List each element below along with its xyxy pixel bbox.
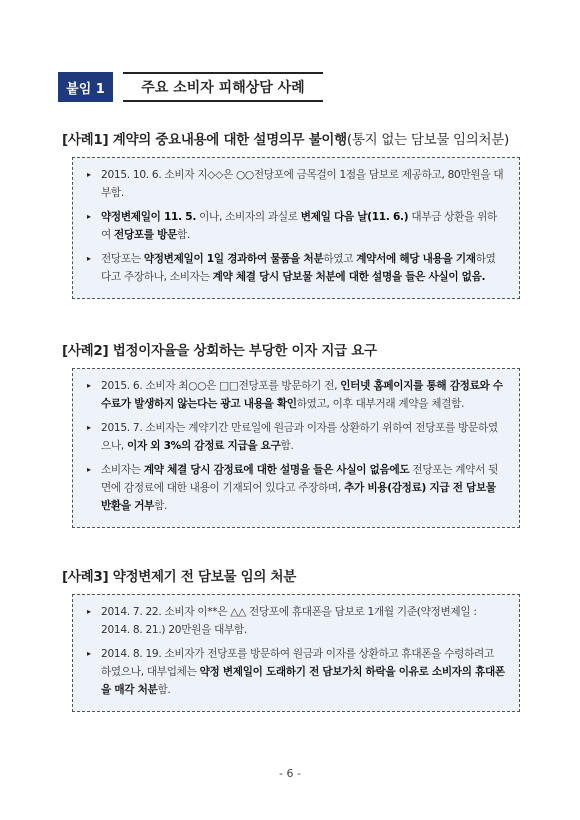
list-item — [87, 645, 505, 699]
appendix-tag: 붙임 1 — [58, 72, 113, 102]
case-box — [72, 368, 520, 528]
plain-text: 하였다고 주장하나, 소비자는 — [101, 253, 496, 283]
bullet-icon: ▸ — [87, 649, 91, 658]
emphasis-text: 약정변제일이 11. 5. — [101, 211, 197, 223]
emphasis-text: 전당포를 방문 — [114, 229, 178, 241]
list-item — [87, 208, 505, 244]
appendix-title: 주요 소비자 피해상담 사례 — [123, 72, 323, 102]
item-text — [101, 603, 505, 639]
plain-text: 하였고, 이후 대부거래 계약을 체결함. — [296, 398, 465, 410]
plain-text: 전당포는 — [101, 253, 144, 265]
case-1 — [62, 128, 532, 299]
emphasis-text: 약정 변제일이 도래하기 전 담보가치 하락을 이유로 소비자의 휴대폰을 매각 처분 — [101, 666, 505, 696]
item-text — [101, 166, 505, 202]
plain-text: 함. — [157, 684, 171, 696]
plain-text: 함. — [154, 500, 168, 512]
page-number: - 6 - — [279, 767, 301, 780]
plain-text: 소비자는 — [101, 464, 144, 476]
item-text — [101, 419, 505, 455]
plain-text: 전당포는 계약서 뒷면에 감정료에 대한 내용이 기재되어 있다고 주장하며, — [101, 464, 498, 494]
plain-text: 2015. 10. 6. 소비자 지◇◇은 ○○전당포에 금목걸이 1점을 담보로 제공하고, 80만원을 대부함. — [101, 169, 504, 199]
bullet-icon: ▸ — [87, 423, 91, 432]
item-text — [101, 645, 505, 699]
emphasis-text: 약정변제일이 1일 경과하여 물품을 처분 — [143, 253, 324, 265]
bullet-icon: ▸ — [87, 254, 91, 263]
item-text — [101, 250, 505, 286]
case-3 — [62, 565, 532, 712]
list-item — [87, 250, 505, 286]
emphasis-text: 추가 비용(감정료) 지급 전 담보물 반환을 거부 — [101, 482, 496, 512]
bullet-icon: ▸ — [87, 170, 91, 179]
bullet-icon: ▸ — [87, 465, 91, 474]
case-title: [사례3] 약정변제기 전 담보물 임의 처분 — [62, 569, 296, 585]
bullet-icon: ▸ — [87, 607, 91, 616]
plain-text: 하였고 — [323, 253, 357, 265]
bullet-icon: ▸ — [87, 381, 91, 390]
case-title: [사례1] 계약의 중요내용에 대한 설명의무 불이행(통지 없는 담보물 임의처분) — [62, 132, 509, 148]
plain-text: 2015. 6. 소비자 최○○은 □□전당포를 방문하기 전, — [101, 380, 341, 392]
plain-text: 2014. 7. 22. 소비자 이**은 △△ 전당포에 휴대폰을 담보로 1개월 기준(약정변제일 : 2014. 8. 21.) 20만원을 대부함. — [101, 606, 477, 636]
case-title: [사례2] 법정이자율을 상회하는 부당한 이자 지급 요구 — [62, 343, 377, 359]
emphasis-text: 계약 체결 당시 담보물 처분에 대한 설명을 들은 사실이 없음. — [212, 271, 486, 283]
item-text — [101, 208, 505, 244]
emphasis-text: 이자 외 3%의 감정료 지급을 요구 — [127, 440, 281, 452]
list-item — [87, 419, 505, 455]
plain-text: 이나, 소비자의 과실로 — [196, 211, 301, 223]
plain-text: 2014. 8. 19. 소비자가 전당포를 방문하여 원금과 이자를 상환하고 휴대폰을 수령하려고 하였으나, 대부업체는 — [101, 648, 494, 678]
case-box — [72, 594, 520, 712]
plain-text: 함. — [280, 440, 294, 452]
item-text — [101, 461, 505, 515]
emphasis-text: 변제일 다음 날(11. 6.) — [300, 211, 409, 223]
emphasis-text: 계약서에 해당 내용을 기재 — [356, 253, 476, 265]
appendix-header — [58, 72, 323, 102]
plain-text: 대부금 상환을 위하여 — [101, 211, 497, 241]
list-item — [87, 461, 505, 515]
plain-text: 함. — [177, 229, 191, 241]
case-2 — [62, 339, 532, 528]
list-item — [87, 377, 505, 413]
case-box — [72, 157, 520, 299]
list-item — [87, 603, 505, 639]
plain-text: 2015. 7. 소비자는 계약기간 만료일에 원금과 이자를 상환하기 위하여 전당포를 방문하였으나, — [101, 422, 498, 452]
item-text — [101, 377, 505, 413]
emphasis-text: 인터넷 홈페이지를 통해 감정료와 수수료가 발생하지 않는다는 광고 내용을 확인 — [101, 380, 503, 410]
list-item — [87, 166, 505, 202]
bullet-icon: ▸ — [87, 212, 91, 221]
emphasis-text: 계약 체결 당시 감정료에 대한 설명을 들은 사실이 없음에도 — [143, 464, 410, 476]
